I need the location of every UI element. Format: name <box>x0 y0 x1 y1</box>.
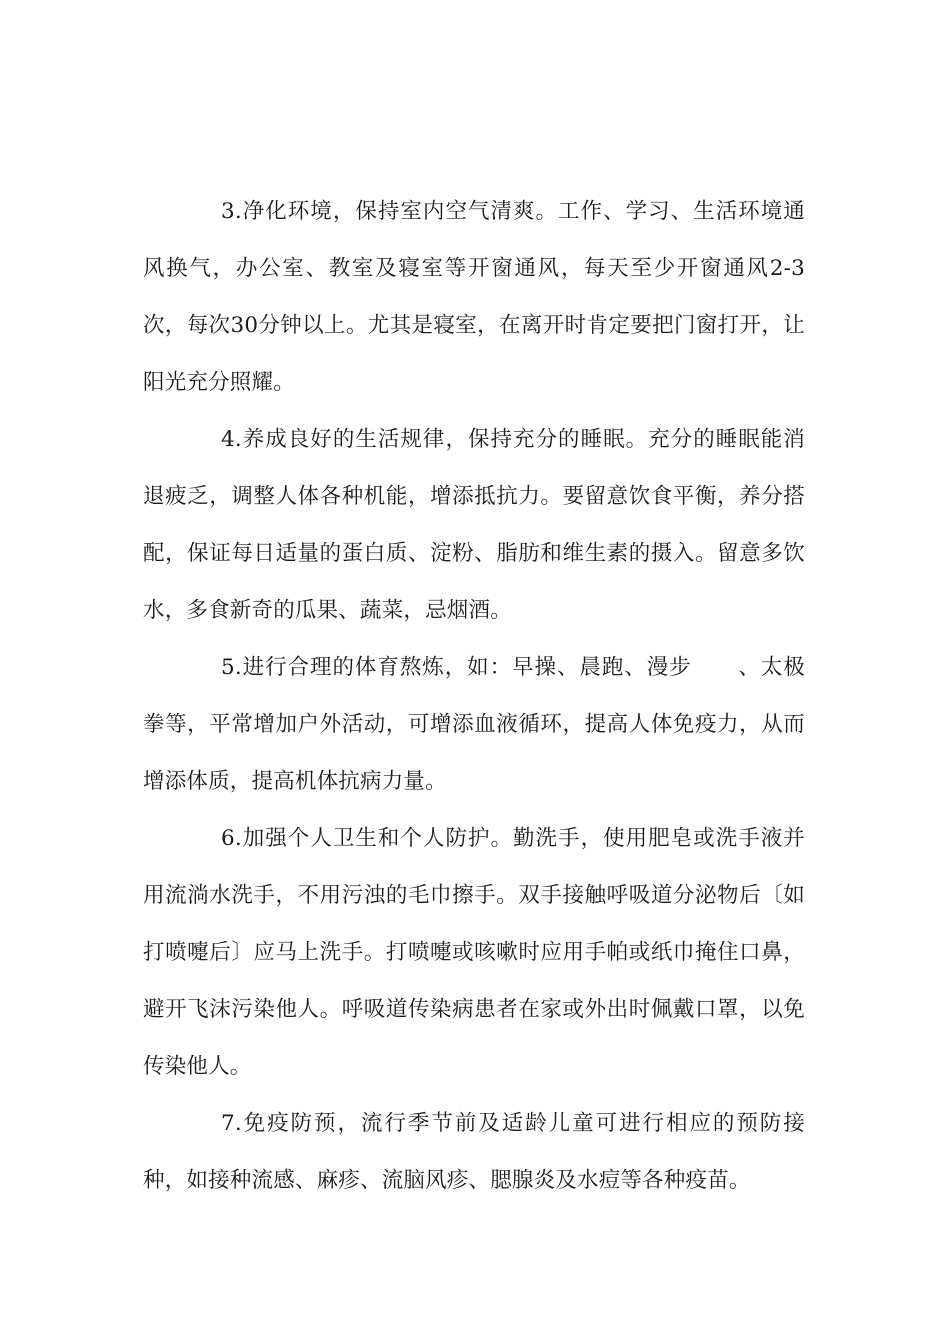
document-body <box>143 183 805 1209</box>
paragraph-item-5-part-1: 5.进行合理的体育熬炼，如：早操、晨跑、漫步 <box>221 655 692 680</box>
paragraph-item-5 <box>143 639 805 810</box>
paragraph-item-6: 6.加强个人卫生和个人防护。勤洗手，使用肥皂或洗手液并用流淌水洗手，不用污浊的毛巾擦手。双手接触呼吸道分泌物后〔如打喷嚏后〕应马上洗手。打喷嚏或咳嗽时应用手帕或纸巾掩住口鼻，避开飞沫污染他人。呼吸道传染病患者在家或外出时佩戴口罩，以免传染他人。 <box>143 826 805 1079</box>
paragraph-item-4: 4.养成良好的生活规律，保持充分的睡眠。充分的睡眠能消退疲乏，调整人体各种机能，增添抵抗力。要留意饮食平衡，养分搭配，保证每日适量的蛋白质、淀粉、脂肪和维生素的摄入。留意多饮水，多食新奇的瓜果、蔬菜，忌烟酒。 <box>143 427 805 623</box>
paragraph-item-7: 7.免疫防预，流行季节前及适龄儿童可进行相应的预防接种，如接种流感、麻疹、流脑风疹、腮腺炎及水痘等各种疫苗。 <box>143 1111 805 1193</box>
paragraph-item-5-part-2: 、太极拳等，平常增加户外活动，可增添血液循环，提高人体免疫力，从而增添体质，提高机体抗病力量。 <box>143 655 805 794</box>
paragraph-item-3: 3.净化环境，保持室内空气清爽。工作、学习、生活环境通风换气，办公室、教室及寝室等开窗通风，每天至少开窗通风2-3次，每次30分钟以上。尤其是寝室，在离开时肯定要把门窗打开，让阳光充分照耀。 <box>143 199 805 395</box>
